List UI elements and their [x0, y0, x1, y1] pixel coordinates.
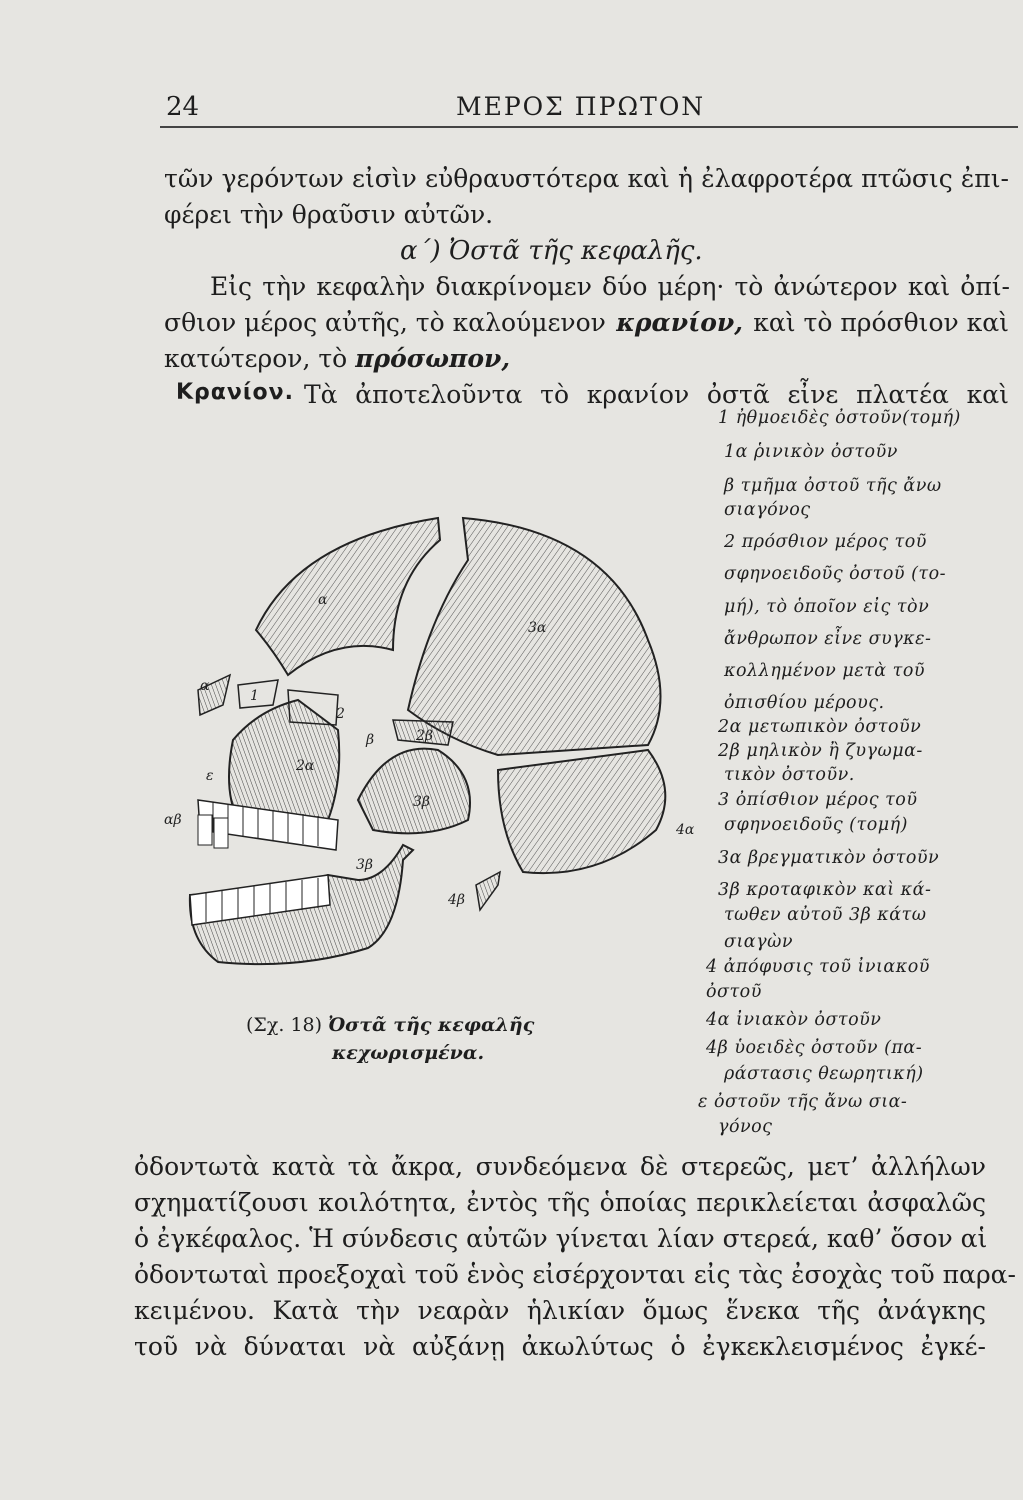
figure-label: 3α [528, 620, 547, 636]
figure-label: 2α [296, 758, 315, 774]
paragraph-line: τοῦ νὰ δύναται νὰ αὐξάνῃ ἀκωλύτως ὁ ἐγκεκλεισμένος ἐγκέ- [134, 1332, 986, 1361]
figure-label: 4α [676, 822, 695, 838]
paragraph-line [164, 308, 1009, 337]
legend-item: 3α βρεγματικὸν ὀστοῦν [718, 848, 940, 868]
figure-label: β [366, 732, 375, 748]
legend-item: κολλημένον μετὰ τοῦ [724, 661, 926, 681]
figure-label: ε [206, 768, 214, 784]
legend-item: 4α ἰνιακὸν ὀστοῦν [706, 1010, 882, 1030]
paragraph-line: ὁ ἐγκέφαλος. Ἡ σύνδεσις αὐτῶν γίνεται λίαν στερεά, καθ’ ὅσον αἱ [134, 1224, 988, 1253]
legend-item: β τμῆμα ὀστοῦ τῆς ἄνω [724, 476, 942, 496]
paragraph-line [176, 380, 1009, 409]
legend-item: ὀστοῦ [706, 982, 762, 1002]
legend-item: 2 πρόσθιον μέρος τοῦ [724, 532, 927, 552]
paragraph-line: Εἰς τὴν κεφαλὴν διακρίνομεν δύο μέρη· τὸ ἀνώτερον καὶ ὀπί- [210, 272, 1010, 301]
figure-label: 3β [413, 794, 431, 810]
paragraph-line: φέρει τὴν θραῦσιν αὐτῶν. [164, 200, 494, 229]
legend-item: 2β μηλικὸν ἢ ζυγωμα- [718, 741, 923, 761]
legend-item: μή), τὸ ὁποῖον εἰς τὸν [724, 597, 930, 617]
legend-item: 3 ὀπίσθιον μέρος τοῦ [718, 790, 918, 810]
text-run: Τὰ ἀποτελοῦντα τὸ κρανίον ὀστᾶ εἶνε πλατέα καὶ [303, 380, 1009, 409]
legend-item: 3β κροταφικὸν καὶ κά- [718, 880, 932, 900]
figure-label: 3β [356, 857, 374, 873]
paragraph-line: τῶν γερόντων εἰσὶν εὐθραυστότερα καὶ ἡ ἐλαφροτέρα πτῶσις ἐπι- [164, 164, 1009, 193]
term-kranion-heading: Κρανίον. [176, 380, 294, 405]
figure-caption-line2: κεχωρισμένα. [332, 1042, 485, 1064]
text-run: σθιον μέρος αὐτῆς, τὸ καλούμενον [164, 308, 606, 337]
paragraph-line [164, 344, 510, 373]
section-heading: α΄) Ὀστᾶ τῆς κεφαλῆς. [400, 236, 703, 266]
paragraph-line: κειμένου. Κατὰ τὴν νεαρὰν ἡλικίαν ὅμως ἕνεκα τῆς ἀνάγκης [134, 1296, 986, 1325]
legend-item: σιαγόνος [724, 500, 811, 520]
legend-item: σφηνοειδοῦς ὀστοῦ (το- [724, 564, 947, 584]
running-header: ΜΕΡΟΣ ΠΡΩΤΟΝ [456, 92, 706, 121]
caption-title: Ὀστᾶ τῆς κεφαλῆς [328, 1014, 535, 1036]
legend-item: 2α μετωπικὸν ὀστοῦν [718, 717, 922, 737]
paragraph-line: ὀδοντωταὶ προεξοχαὶ τοῦ ἑνὸς εἰσέρχονται εἰς τὰς ἐσοχὰς τοῦ παρα- [134, 1260, 1016, 1289]
legend-item: σιαγὼν [724, 932, 793, 952]
legend-item: γόνος [718, 1117, 773, 1137]
figure-label: 4β [448, 892, 466, 908]
text-run: καὶ τὸ πρόσθιον καὶ [753, 308, 1009, 337]
legend-item: 1 ἠθμοειδὲς ὀστοῦν(τομή) [718, 408, 961, 428]
legend-item: ράστασις θεωρητική) [724, 1064, 924, 1084]
legend-item: τωθεν αὐτοῦ 3β κάτω [724, 905, 927, 925]
header-rule [160, 126, 1018, 128]
skull-illustration [178, 500, 688, 990]
legend-item: ὀπισθίου μέρους. [724, 693, 885, 713]
term-prosopon: πρόσωπον, [355, 344, 511, 373]
text-run: κατώτερον, τὸ [164, 344, 348, 373]
legend-item: 4 ἀπόφυσις τοῦ ἰνιακοῦ [706, 957, 930, 977]
figure-label: 1 [250, 688, 259, 704]
skull-figure [164, 500, 695, 990]
legend-item: σφηνοειδοῦς (τομή) [724, 815, 908, 835]
legend-item: 4β ὑοειδὲς ὀστοῦν (πα- [706, 1038, 923, 1058]
figure-label: α [318, 592, 328, 608]
figure-label: α [200, 678, 210, 694]
legend-item: ε ὀστοῦν τῆς ἄνω σια- [698, 1092, 908, 1112]
figure-label: 2 [336, 706, 345, 722]
legend-item: ἄνθρωπον εἶνε συγκε- [724, 629, 932, 649]
legend-item: τικὸν ὀστοῦν. [724, 765, 855, 785]
paragraph-line: σχηματίζουσι κοιλότητα, ἐντὸς τῆς ὁποίας περικλείεται ἀσφαλῶς [134, 1188, 986, 1217]
figure-label: αβ [164, 812, 182, 828]
figure-caption [246, 1014, 534, 1036]
term-kranion: κρανίον, [616, 308, 743, 337]
legend-item: 1α ῥινικὸν ὀστοῦν [724, 442, 898, 462]
page-number: 24 [166, 92, 200, 122]
caption-number: (Σχ. 18) [246, 1014, 323, 1036]
figure-label: 2β [416, 728, 434, 744]
paragraph-line: ὀδοντωτὰ κατὰ τὰ ἄκρα, συνδεόμενα δὲ στερεῶς, μετ’ ἀλλήλων [134, 1152, 986, 1181]
